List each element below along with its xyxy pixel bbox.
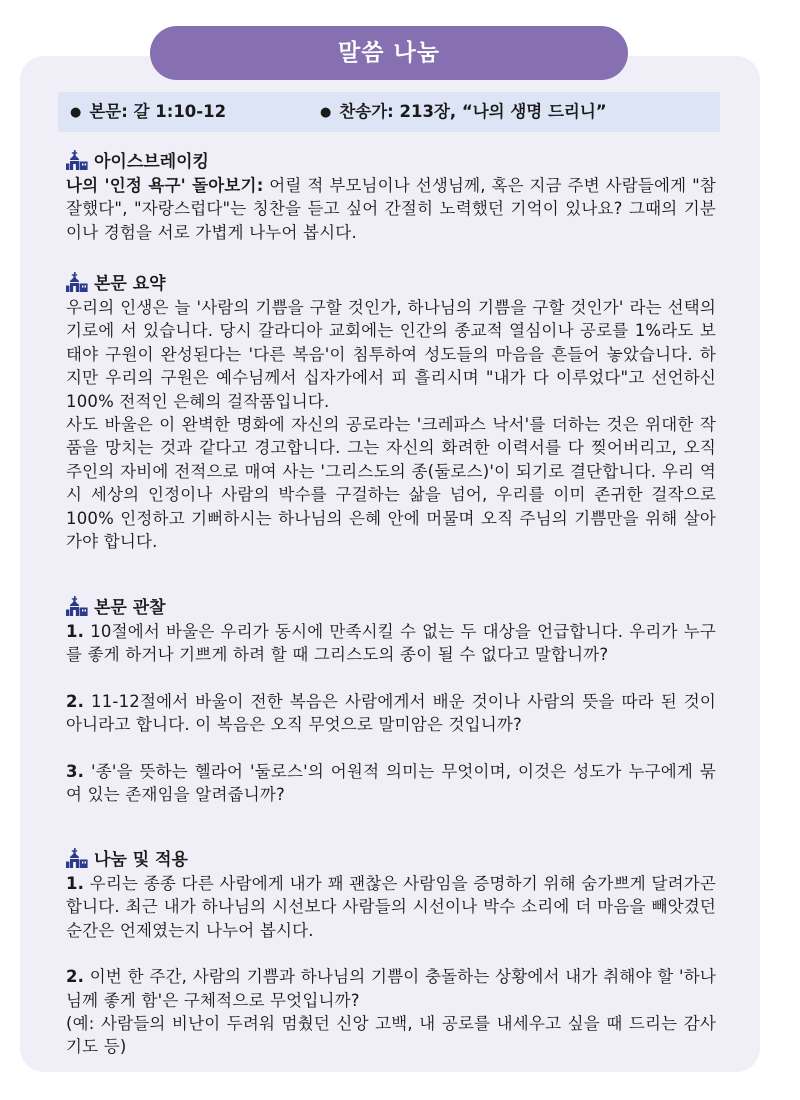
section-observation: [66, 596, 716, 806]
section-heading-text: 본문 요약: [94, 274, 166, 294]
question-text: 10절에서 바울은 우리가 동시에 만족시킬 수 없는 두 대상을 언급합니다. 우리가 누구를 좋게 하거나 기쁘게 하려 할 때 그리스도의 종이 될 수 없다고 말합니까?: [66, 622, 716, 665]
icebreaking-text: [66, 174, 716, 244]
application-question: [66, 872, 716, 942]
bullet-icon: ●: [320, 105, 332, 120]
page-title: 말씀 나눔: [150, 26, 628, 80]
section-application: [66, 848, 716, 1059]
summary-paragraph: 사도 바울은 이 완벽한 명화에 자신의 공로라는 '크레파스 낙서'를 더하는 것은 위대한 작품을 망치는 것과 같다고 경고합니다. 그는 자신의 화려한 이력서를 다 찢어버리고, 오직 주인의 자비에 전적으로 매여 사는 '그리스도의 종(둘로스)'이 되기로 결단합니다. 우리 역시 세상의 인정이나 사람의 박수를 구걸하는 삶을 넘어, 우리를 이미 존귀한 걸작으로 100% 인정하고 기뻐하시는 하나님의 은혜 안에 머물며 오직 주님의 기쁨만을 위해 살아가야 합니다.: [66, 415, 716, 552]
question-number: 2.: [66, 691, 85, 711]
question-number: 2.: [66, 967, 85, 987]
scripture-text: 본문: 갈 1:10-12: [89, 102, 227, 121]
scripture-info: [70, 92, 226, 133]
question-number: 1.: [66, 622, 85, 641]
section-heading-text: 나눔 및 적용: [94, 850, 188, 870]
observation-question: [66, 690, 716, 737]
church-icon: [66, 272, 88, 292]
hymn-text: 찬송가: 213장, “나의 생명 드리니”: [339, 102, 607, 121]
application-question: [66, 965, 716, 1012]
question-text: 우리는 종종 다른 사람에게 내가 꽤 괜찮은 사람임을 증명하기 위해 숨가쁘게 달려가곤 합니다. 최근 내가 하나님의 시선보다 사람들의 시선이나 박수 소리에 더 마음을 빼앗겼던 순간은 언제였는지 나누어 봅시다.: [66, 874, 716, 940]
observation-question: [66, 760, 716, 807]
info-bar: [58, 92, 720, 132]
section-heading: [66, 596, 716, 620]
section-heading-text: 아이스브레이킹: [94, 152, 209, 172]
section-summary: [66, 272, 716, 553]
section-heading: [66, 848, 716, 872]
summary-paragraph: 우리의 인생은 늘 '사람의 기쁨을 구할 것인가, 하나님의 기쁨을 구할 것인가' 라는 선택의 기로에 서 있습니다. 당시 갈라디아 교회에는 인간의 종교적 열심이나 공로를 1%라도 보태야 구원이 완성된다는 '다른 복음'이 침투하여 성도들의 마음을 흔들어 놓았습니다. 하지만 우리의 구원은 예수님께서 십자가에서 피 흘리시며 "내가 다 이루었다"고 선언하신 100% 전적인 은혜의 걸작품입니다.: [66, 298, 716, 411]
section-heading: [66, 150, 716, 174]
section-icebreaking: [66, 150, 716, 244]
church-icon: [66, 848, 88, 868]
hymn-info: [320, 92, 607, 133]
question-text: '종'을 뜻하는 헬라어 '둘로스'의 어원적 의미는 무엇이며, 이것은 성도가 누구에게 묶여 있는 존재임을 알려줍니까?: [66, 761, 716, 805]
bullet-icon: ●: [70, 105, 82, 120]
church-icon: [66, 596, 88, 616]
question-text: 11-12절에서 바울이 전한 복음은 사람에게서 배운 것이나 사람의 뜻을 따라 된 것이 아니라고 합니다. 이 복음은 오직 무엇으로 말미암은 것입니까?: [66, 691, 716, 735]
question-text: 이번 한 주간, 사람의 기쁨과 하나님의 기쁨이 충돌하는 상황에서 내가 취해야 할 '하나님께 좋게 함'은 구체적으로 무엇입니까?: [66, 967, 716, 1010]
application-example: (예: 사람들의 비난이 두려워 멈췄던 신앙 고백, 내 공로를 내세우고 싶을 때 드리는 감사 기도 등): [66, 1014, 716, 1057]
observation-question: [66, 620, 716, 667]
section-heading-text: 본문 관찰: [94, 598, 166, 618]
question-number: 3.: [66, 761, 85, 781]
icebreaking-body: 어릴 적 부모님이나 선생님께, 혹은 지금 주변 사람들에게 "참 잘했다", "자랑스럽다"는 칭찬을 듣고 싶어 간절히 노력했던 기억이 있나요? 그때의 기분이나 경험을 서로 가볍게 나누어 봅시다.: [66, 176, 716, 242]
question-number: 1.: [66, 874, 85, 893]
icebreaking-lead: 나의 '인정 욕구' 돌아보기:: [66, 176, 264, 195]
section-heading: [66, 272, 716, 296]
church-icon: [66, 150, 88, 170]
